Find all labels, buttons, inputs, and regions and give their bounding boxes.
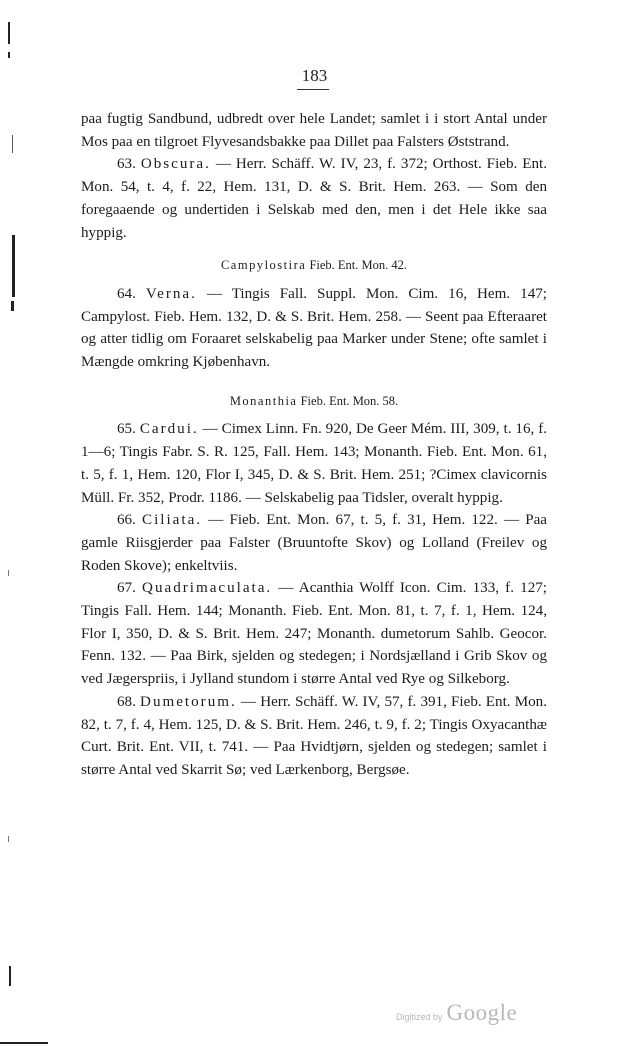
genus-heading-monanthia bbox=[81, 390, 547, 413]
page-body bbox=[81, 108, 547, 782]
species-text: — Fieb. Ent. Mon. 67, t. 5, f. 31, Hem. 122. — Paa gamle Riisgjerder paa Falster (Bruuntofte Skov) og Lolland (Freilev og Roden Skove); enkeltviis. bbox=[81, 512, 547, 574]
species-number: 67. bbox=[117, 580, 136, 597]
scan-mark bbox=[9, 966, 11, 986]
species-entry-64 bbox=[81, 283, 547, 374]
watermark-digitized-by: Digitized by bbox=[396, 1012, 443, 1022]
paragraph-continued: paa fugtig Sandbund, udbredt over hele Landet; samlet i i stort Antal under Mos paa en tilgroet Flyvesandsbakke paa Dillet paa Falsters Øststrand. bbox=[81, 111, 547, 150]
page-number: 183 bbox=[301, 66, 328, 85]
species-number: 65. bbox=[117, 421, 136, 438]
scan-mark bbox=[11, 301, 14, 311]
genus-authority: Fieb. Ent. Mon. 58. bbox=[300, 393, 399, 408]
scan-mark bbox=[8, 836, 9, 842]
genus-name: Campylostira bbox=[220, 258, 307, 273]
genus-heading-campylostira bbox=[81, 254, 547, 277]
scan-mark bbox=[8, 22, 10, 44]
species-name: Quadrimaculata. bbox=[142, 580, 273, 597]
species-text: — Acanthia Wolff Icon. Cim. 133, f. 127; Tingis Fall. Hem. 144; Monanth. Fieb. Ent. Mon. 81, t. 7, f. 1, Hem. 124, Flor I, 350, D. & S. Brit. Hem. 247; Monanth. dumetorum Sahlb. Geocor. Fenn. 132. — Paa Birk, sjelden og stedegen; i Nordsjælland i Grib Skov og ved Jægerspriis, i Jylland stundom i større Antal ved Rye og Silkeborg. bbox=[81, 580, 547, 688]
genus-name: Monanthia bbox=[229, 393, 298, 408]
species-entry-66 bbox=[81, 509, 547, 577]
species-text: — Cimex Linn. Fn. 920, De Geer Mém. III, 309, t. 16, f. 1—6; Tingis Fabr. S. R. 125, Fall. Hem. 143; Monanth. Fieb. Ent. Mon. 61, t. 5, f. 1, Hem. 120, Flor I, 345, D. & S. Brit. Hem. 251; ?Cimex clavicornis Müll. Fr. 352, Prodr. 1186. — Selskabelig paa Tidsler, overalt hyppig. bbox=[81, 421, 547, 506]
google-watermark bbox=[396, 1000, 517, 1026]
species-name: Obscura. bbox=[140, 156, 211, 173]
scan-mark bbox=[0, 1042, 48, 1044]
species-text: — Herr. Schäff. W. IV, 57, f. 391, Fieb. Ent. Mon. 82, t. 7, f. 4, Hem. 125, D. & S. Brit. Hem. 246, t. 9, f. 2; Tingis Oxyacanthæ Curt. Brit. Ent. VII, t. 741. — Paa Hvidtjørn, sjelden og stedegen; samlet i større Antal ved Skarrit Sø; ved Lærkenborg, Bergsøe. bbox=[81, 693, 547, 778]
scan-mark bbox=[8, 570, 9, 576]
species-text: — Tingis Fall. Suppl. Mon. Cim. 16, Hem. 147; Campylost. Fieb. Hem. 132, D. & S. Brit. Hem. 258. — Seent paa Efteraaret og atter tidlig om Foraaret selskabelig paa Marker under Stene; ofte samlet i Mængde omkring Kjøbenhavn. bbox=[81, 285, 547, 371]
species-name: Ciliata. bbox=[142, 512, 203, 529]
genus-authority: Fieb. Ent. Mon. 42. bbox=[309, 258, 408, 273]
scan-mark bbox=[8, 52, 10, 58]
species-name: Dumetorum. bbox=[140, 693, 237, 710]
species-number: 63. bbox=[117, 156, 136, 173]
species-entry-63 bbox=[81, 153, 547, 244]
species-entry-67 bbox=[81, 577, 547, 691]
species-number: 64. bbox=[117, 285, 136, 302]
species-number: 68. bbox=[117, 693, 136, 710]
scan-mark bbox=[12, 135, 13, 153]
species-name: Verna. bbox=[145, 285, 197, 302]
species-entry-65 bbox=[81, 418, 547, 509]
species-number: 66. bbox=[117, 512, 136, 529]
species-name: Cardui. bbox=[139, 421, 199, 438]
species-entry-68 bbox=[81, 691, 547, 782]
watermark-google-logo: Google bbox=[446, 1000, 518, 1025]
page-number-rule bbox=[297, 89, 329, 90]
scan-mark bbox=[12, 235, 15, 297]
species-text: — Herr. Schäff. W. IV, 23, f. 372; Orthost. Fieb. Ent. Mon. 54, t. 4, f. 22, Hem. 131, D. & S. Brit. Hem. 263. — Som den foregaaende og undertiden i Selskab med den, men i det Hele ikke saa hyppig. bbox=[81, 156, 547, 241]
